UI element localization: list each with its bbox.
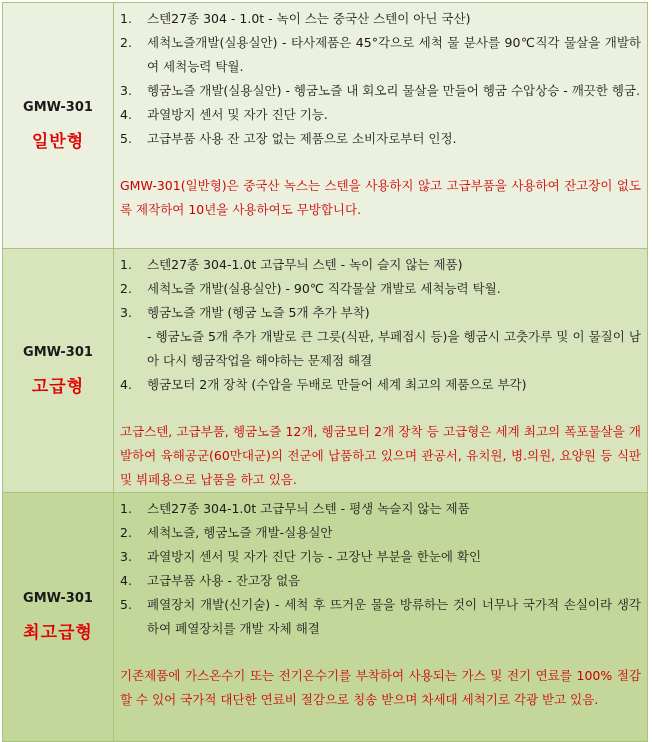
- item-text: 고급부품 사용 - 잔고장 없음: [147, 573, 301, 588]
- model-type: 고급형: [31, 376, 85, 397]
- item-text: 헹굼노즐 개발 (헹굼 노즐 5개 추가 부착): [147, 305, 370, 320]
- list-item: [120, 103, 641, 127]
- item-number: [120, 325, 147, 373]
- item-number: 5.: [120, 131, 132, 146]
- model-name: GMW-301: [23, 99, 93, 115]
- item-number: 3.: [120, 83, 132, 98]
- item-number: 4.: [120, 573, 132, 588]
- item-text: 헹굼노즐 개발(실용실안) - 헹굼노즐 내 회오리 물살을 만들어 헹굼 수압상승 - 깨끗한 헹굼.: [147, 83, 641, 98]
- item-text: 폐열장치 개발(신기술) - 세척 후 뜨거운 물을 방류하는 것이 너무나 국가적 손실이라 생각하여 폐열장치를 개발 자체 해결: [147, 597, 641, 636]
- model-type: 일반형: [31, 131, 85, 152]
- item-text: 세척노즐 개발(실용실안) - 90℃ 직각물살 개발로 세척능력 탁월.: [147, 281, 501, 296]
- item-text: 스텐27종 304-1.0t 고급무늬 스텐 - 평생 녹슬지 않는 제품: [147, 501, 470, 516]
- list-item: [120, 301, 641, 325]
- item-number: 1.: [120, 11, 132, 26]
- table-row-deluxe: [3, 493, 647, 741]
- item-number: 2.: [120, 281, 132, 296]
- list-item: [120, 521, 641, 545]
- item-text: 고급부품 사용 잔 고장 없는 제품으로 소비자로부터 인정.: [147, 131, 457, 146]
- list-item: [120, 569, 641, 593]
- item-text: 스텐27종 304 - 1.0t - 녹이 스는 중국산 스텐이 아닌 국산): [147, 11, 471, 26]
- list-item: [120, 497, 641, 521]
- item-number: 1.: [120, 501, 132, 516]
- feature-list: [120, 497, 641, 641]
- table-row-standard: [3, 3, 647, 249]
- feature-list: [120, 7, 641, 151]
- list-item: [120, 253, 641, 277]
- summary-note: GMW-301(일반형)은 중국산 녹스는 스텐을 사용하지 않고 고급부품을 사용하여 잔고장이 없도록 제작하여 10년을 사용하여도 무방합니다.: [120, 178, 641, 217]
- model-label-cell: [3, 249, 114, 492]
- item-text: 스텐27종 304-1.0t 고급무늬 스텐 - 녹이 슬지 않는 제품): [147, 257, 463, 272]
- model-label-cell: [3, 493, 114, 741]
- item-text: 세척노즐개발(실용실안) - 타사제품은 45°각으로 세척 물 분사를 90℃직각 물살을 개발하여 세척능력 탁월.: [147, 35, 641, 74]
- item-number: 2.: [120, 525, 132, 540]
- list-item: [120, 31, 641, 79]
- item-number: 4.: [120, 107, 132, 122]
- item-text: 과열방지 센서 및 자가 진단 기능 - 고장난 부분을 한눈에 확인: [147, 549, 482, 564]
- feature-cell: [114, 493, 647, 741]
- item-number: 2.: [120, 35, 132, 50]
- list-item: [120, 593, 641, 641]
- table-row-premium: [3, 249, 647, 493]
- summary-note: 기존제품에 가스온수기 또는 전기온수기를 부착하여 사용되는 가스 및 전기 연료를 100% 절감할 수 있어 국가적 대단한 연료비 절감으로 칭송 받으며 차세대 세척기로 각광 받고 있음.: [120, 668, 641, 707]
- item-text: 과열방지 센서 및 자가 진단 기능.: [147, 107, 328, 122]
- list-item: [120, 373, 641, 397]
- item-number: 3.: [120, 549, 132, 564]
- list-item: [120, 79, 641, 103]
- item-text: - 헹굼노즐 5개 추가 개발로 큰 그릇(식판, 부페접시 등)을 헹굼시 고춧가루 및 이 물질이 남아 다시 헹굼작업을 해야하는 문제점 해결: [147, 329, 641, 368]
- list-item: [120, 545, 641, 569]
- feature-cell: [114, 3, 647, 248]
- item-number: 5.: [120, 597, 132, 612]
- item-text: 헹굼모터 2개 장착 (수압을 두배로 만들어 세계 최고의 제품으로 부각): [147, 377, 527, 392]
- list-item: [120, 7, 641, 31]
- item-number: 1.: [120, 257, 132, 272]
- item-number: 3.: [120, 305, 132, 320]
- item-text: 세척노즐, 헹굼노즐 개발-실용실안: [147, 525, 333, 540]
- model-type: 최고급형: [23, 623, 93, 643]
- list-item: [120, 277, 641, 301]
- model-label-cell: [3, 3, 114, 248]
- feature-cell: [114, 249, 647, 492]
- product-comparison-table: [2, 2, 648, 742]
- feature-list: [120, 253, 641, 397]
- list-item: [120, 127, 641, 151]
- list-item: [120, 325, 641, 373]
- summary-note: 고급스텐, 고급부품, 헹굼노즐 12개, 헹굼모터 2개 장착 등 고급형은 세계 최고의 폭포물살을 개발하여 육해공군(60만대군)의 전군에 납품하고 있으며 관공서, 유치원, 병.의원, 요양원 등 식판 및 뷔페용으로 납품을 하고 있음.: [120, 424, 641, 487]
- model-name: GMW-301: [23, 591, 93, 606]
- model-name: GMW-301: [23, 344, 93, 360]
- item-number: 4.: [120, 377, 132, 392]
